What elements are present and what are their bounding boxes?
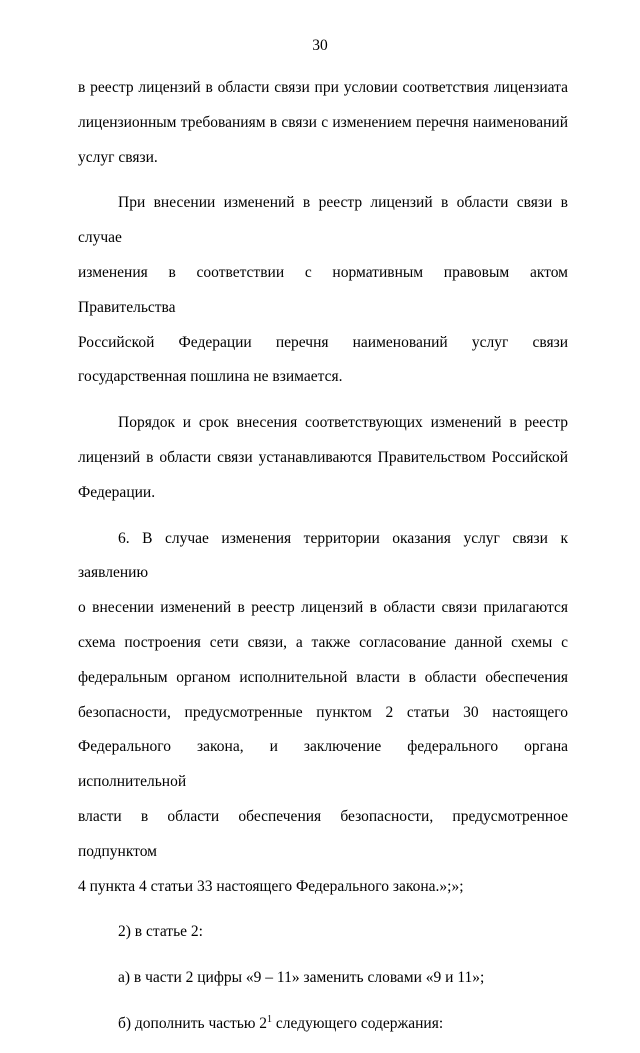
list-item-a-text: а) в части 2 цифры «9 – 11» заменить словами «9 и 11»; <box>118 969 485 987</box>
paragraph-4 <box>78 522 568 905</box>
paragraph-3 <box>78 406 568 510</box>
text-line: 6. В случае изменения территории оказания услуг связи к заявлению <box>78 529 568 582</box>
list-item-a <box>78 961 568 996</box>
text-line: 4 пункта 4 статьи 33 настоящего Федерального закона.»;»; <box>78 877 464 895</box>
page-number: 30 <box>312 37 328 54</box>
text-line: Федерального закона, и заключение федерального органа исполнительной <box>78 738 568 791</box>
paragraph-2 <box>78 186 568 395</box>
text-line: лицензий в области связи устанавливаются Правительством Российской <box>78 448 568 466</box>
text-line: лицензионным требованиям в связи с изменением перечня наименований <box>78 113 568 131</box>
document-body <box>78 71 568 1053</box>
text-line: власти в области обеспечения безопасности, предусмотренное подпунктом <box>78 807 568 860</box>
text-line: о внесении изменений в реестр лицензий в области связи прилагаются <box>78 599 568 617</box>
superscript: 1 <box>267 1013 273 1025</box>
text-line: государственная пошлина не взимается. <box>78 368 343 386</box>
text-line: Федерации. <box>78 483 156 501</box>
list-item-2 <box>78 915 568 950</box>
list-item-2-text: 2) в статье 2: <box>118 923 203 941</box>
text-line: схема построения сети связи, а также согласование данной схемы с <box>78 633 568 651</box>
text-line: изменения в соответствии с нормативным правовым актом Правительства <box>78 263 568 316</box>
list-item-b <box>78 1007 568 1042</box>
list-item-b-text-end: следующего содержания: <box>272 1014 444 1032</box>
text-line: безопасности, предусмотренные пунктом 2 статьи 30 настоящего <box>78 703 568 721</box>
text-line: федеральным органом исполнительной власти в области обеспечения <box>78 668 568 686</box>
text-line: При внесении изменений в реестр лицензий в области связи в случае <box>78 194 568 247</box>
text-line: Российской Федерации перечня наименований услуг связи <box>78 333 568 351</box>
text-line: в реестр лицензий в области связи при условии соответствия лицензиата <box>78 79 568 96</box>
paragraph-1 <box>78 71 568 175</box>
text-line: Порядок и срок внесения соответствующих изменений в реестр <box>118 414 568 432</box>
text-line: услуг связи. <box>78 148 158 166</box>
list-item-b-text: б) дополнить частью 2 <box>118 1014 268 1032</box>
